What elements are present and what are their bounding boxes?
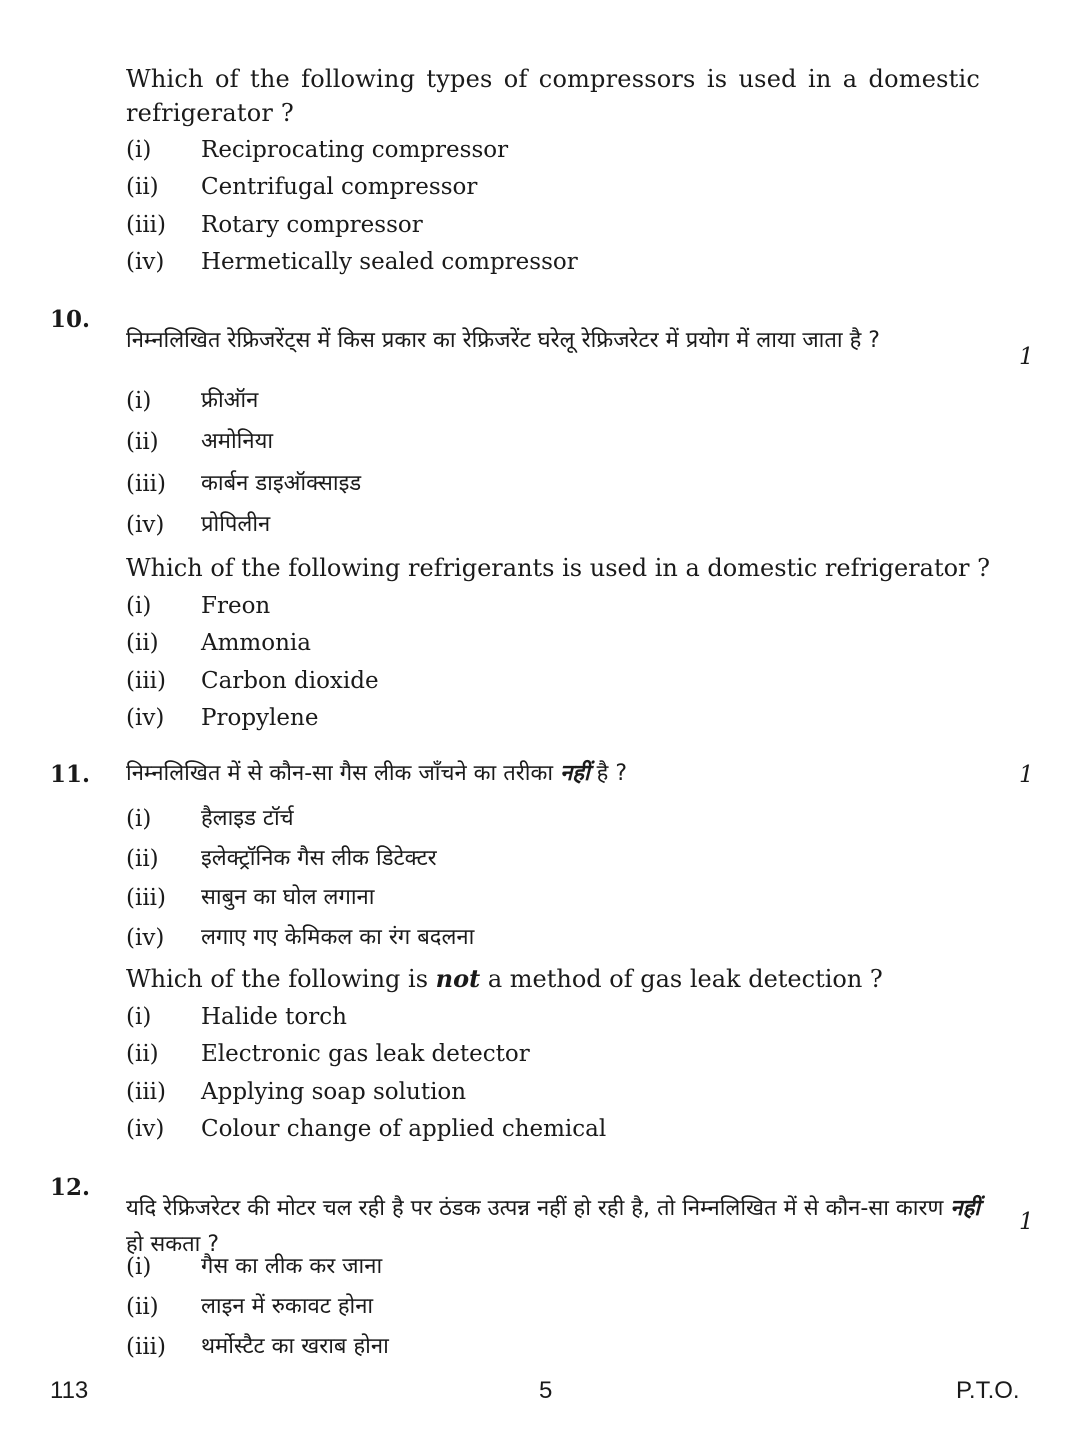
option-text: साबुन का घोल लगाना (201, 885, 375, 910)
option-text: Electronic gas leak detector (201, 1041, 530, 1067)
option-roman: (ii) (126, 1041, 159, 1067)
option-roman: (i) (126, 593, 152, 619)
q11-hindi-before: निम्नलिखित में से कौन-सा गैस लीक जाँचने का तरीका (126, 761, 561, 786)
option-text: Hermetically sealed compressor (201, 249, 578, 275)
option-text: प्रोपिलीन (201, 512, 271, 537)
q12-number: 12. (50, 1174, 91, 1201)
option-text: थर्मोस्टैट का खराब होना (201, 1334, 389, 1359)
q12-hindi-emphasis: नहीं (950, 1196, 980, 1221)
option-roman: (ii) (126, 846, 159, 872)
q11-number: 11. (50, 761, 91, 788)
option-roman: (i) (126, 388, 152, 414)
option-roman: (iii) (126, 471, 167, 497)
option-roman: (iii) (126, 668, 167, 694)
option-text: Ammonia (201, 630, 311, 656)
option-roman: (ii) (126, 174, 159, 200)
q10-hindi-text: निम्नलिखित रेफ्रिजरेंट्स में किस प्रकार का रेफ्रिजरेंट घरेलू रेफ्रिजरेटर में प्रयोग में लाया जाता है ? (126, 328, 880, 353)
q10-marks: 1 (1019, 344, 1034, 370)
footer-pto: P.T.O. (956, 1377, 1020, 1404)
q10-number: 10. (50, 306, 91, 333)
q11-hindi-emphasis: नहीं (560, 761, 590, 786)
q11-english-emphasis: not (435, 964, 481, 993)
option-roman: (iii) (126, 1079, 167, 1105)
option-text: लाइन में रुकावट होना (201, 1294, 374, 1319)
q11-marks: 1 (1019, 762, 1034, 788)
q11-hindi-after: है ? (589, 761, 628, 786)
option-text: Applying soap solution (201, 1079, 467, 1105)
option-text: Carbon dioxide (201, 668, 379, 694)
option-text: फ्रीऑन (201, 388, 259, 413)
option-roman: (ii) (126, 630, 159, 656)
option-roman: (ii) (126, 429, 159, 455)
q11-english-before: Which of the following is (126, 965, 436, 993)
option-text: हैलाइड टॉर्च (201, 806, 294, 831)
option-text: Freon (201, 593, 271, 619)
option-text: लगाए गए केमिकल का रंग बदलना (201, 925, 475, 950)
option-roman: (iv) (126, 1116, 165, 1142)
option-text: Rotary compressor (201, 212, 423, 238)
option-roman: (i) (126, 1254, 152, 1280)
option-roman: (i) (126, 1004, 152, 1030)
q10-english-text: Which of the following refrigerants is used in a domestic refrigerator ? (126, 554, 991, 582)
footer-page-number: 5 (539, 1377, 553, 1404)
option-roman: (iii) (126, 1334, 167, 1360)
option-text: इलेक्ट्रॉनिक गैस लीक डिटेक्टर (201, 846, 437, 871)
option-roman: (ii) (126, 1294, 159, 1320)
q11-english-after: a method of gas leak detection ? (480, 965, 883, 993)
option-roman: (iv) (126, 925, 165, 951)
option-roman: (i) (126, 137, 152, 163)
option-text: Halide torch (201, 1004, 347, 1030)
option-roman: (iv) (126, 249, 165, 275)
option-text: अमोनिया (201, 429, 274, 454)
option-text: Centrifugal compressor (201, 174, 478, 200)
option-roman: (iii) (126, 885, 167, 911)
q11-hindi-text (126, 756, 980, 792)
option-text: गैस का लीक कर जाना (201, 1254, 383, 1279)
option-text: कार्बन डाइऑक्साइड (201, 471, 362, 496)
option-roman: (iv) (126, 705, 165, 731)
q12-hindi-after: हो सकता ? (126, 1232, 220, 1257)
option-roman: (i) (126, 806, 152, 832)
option-text: Propylene (201, 705, 319, 731)
option-roman: (iii) (126, 212, 167, 238)
q9-english-text: Which of the following types of compressors is used in a domestic refrigerator ? (126, 65, 980, 127)
footer-code: 113 (50, 1377, 89, 1404)
q12-marks: 1 (1019, 1209, 1034, 1235)
option-roman: (iv) (126, 512, 165, 538)
q12-hindi-before: यदि रेफ्रिजरेटर की मोटर चल रही है पर ठंडक उत्पन्न नहीं हो रही है, तो निम्नलिखित में से कौन-सा कारण (126, 1196, 951, 1221)
option-text: Reciprocating compressor (201, 137, 509, 163)
option-text: Colour change of applied chemical (201, 1116, 607, 1142)
q11-english-text (126, 963, 883, 995)
